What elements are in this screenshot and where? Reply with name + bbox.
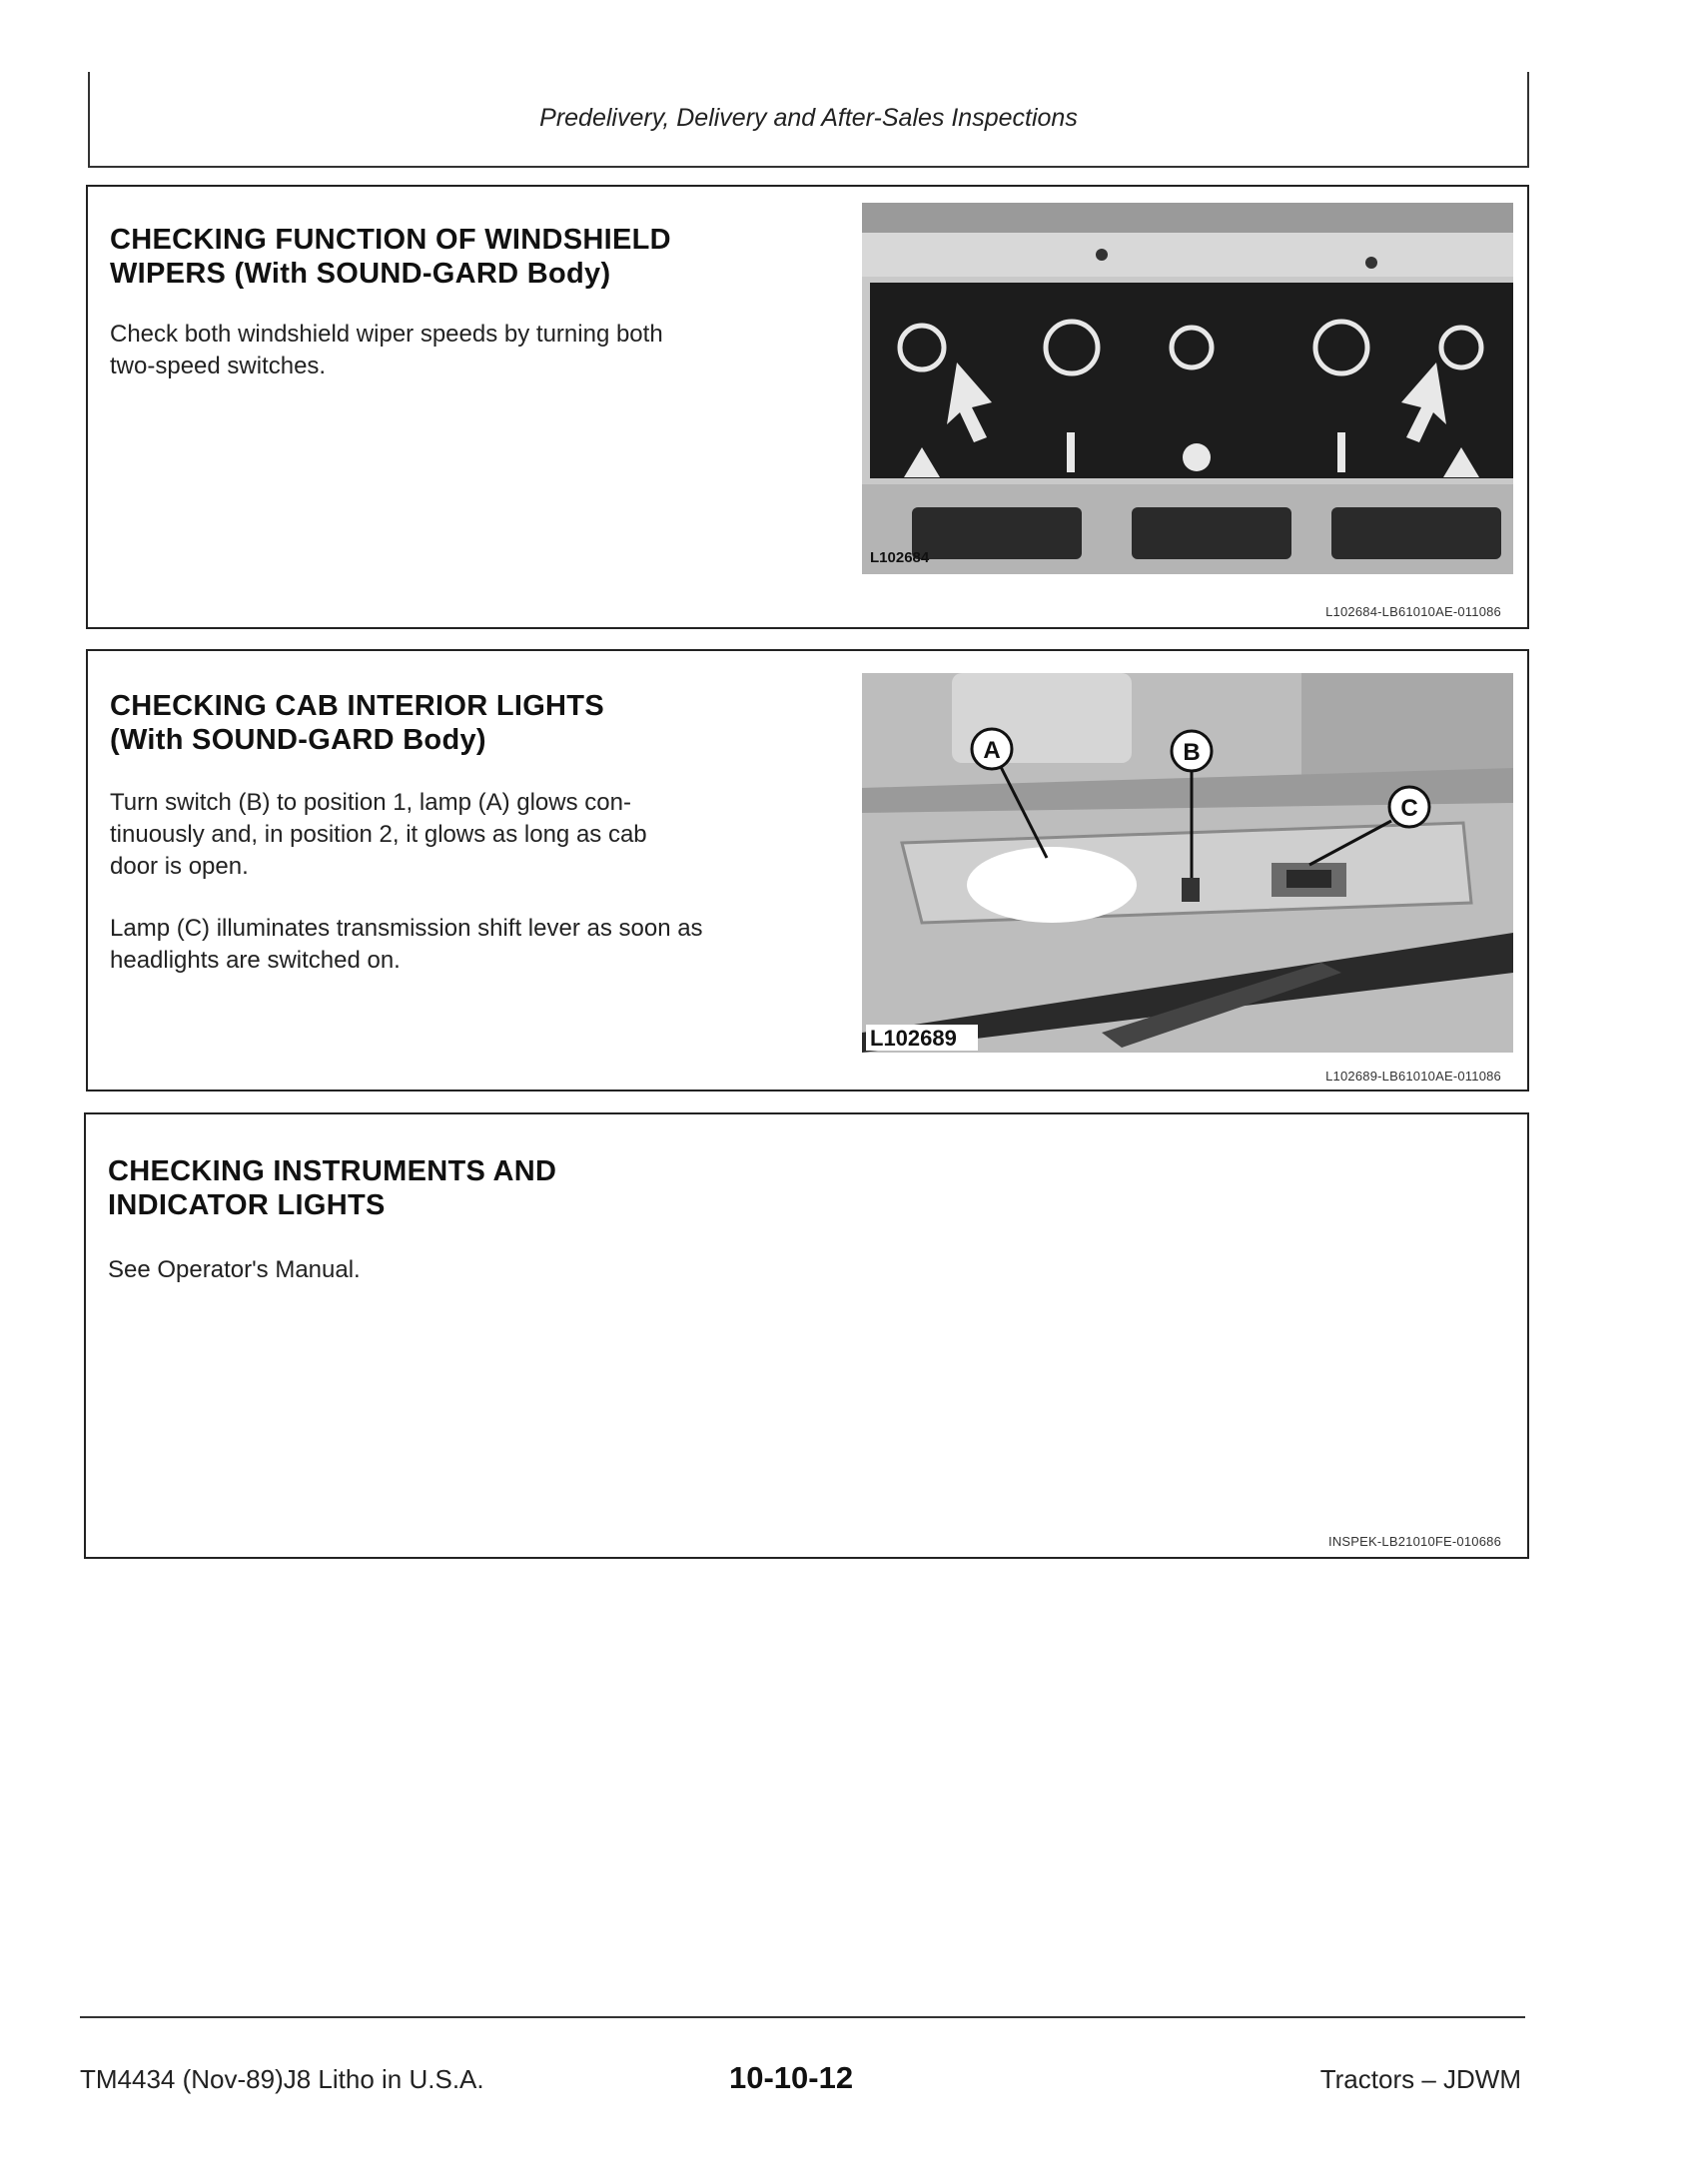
heading-line: WIPERS (With SOUND-GARD Body) [110, 258, 611, 290]
footer-publication: TM4434 (Nov-89)J8 Litho in U.S.A. [80, 2064, 484, 2094]
cab-light-photo [862, 673, 1513, 1053]
section-body [110, 787, 647, 883]
callout-a [972, 729, 1012, 769]
section-body [108, 1254, 361, 1286]
running-header-title: Predelivery, Delivery and After-Sales Inspections [539, 104, 1078, 132]
heading-line: CHECKING INSTRUMENTS AND [108, 1155, 557, 1187]
section-heading [108, 1154, 556, 1222]
header-rule-bottom [88, 166, 1529, 168]
heading-line: (With SOUND-GARD Body) [110, 724, 486, 756]
switch-panel-photo [862, 203, 1513, 574]
reference-code: INSPEK-LB21010FE-010686 [1328, 1534, 1501, 1549]
page-number: 10-10-12 [729, 2060, 854, 2095]
body-line: Turn switch (B) to position 1, lamp (A) glows con- [110, 789, 631, 816]
footer-product: Tractors – JDWM [1319, 2064, 1521, 2094]
body-line: tinuously and, in position 2, it glows as long as cab [110, 821, 647, 848]
section-windshield-wipers [86, 185, 1529, 629]
section-body [110, 319, 663, 382]
callout-b [1172, 731, 1212, 771]
footer-rule [80, 2016, 1525, 2018]
section-body [110, 913, 703, 977]
svg-text:A: A [983, 737, 1001, 764]
section-instruments [84, 1112, 1529, 1559]
callout-c [1389, 787, 1429, 827]
body-line: Check both windshield wiper speeds by turning both [110, 321, 663, 348]
body-line: door is open. [110, 853, 249, 880]
photo-code: L102684 [870, 549, 930, 566]
body-line: headlights are switched on. [110, 947, 401, 974]
reference-code: L102684-LB61010AE-011086 [1325, 604, 1501, 619]
heading-line: INDICATOR LIGHTS [108, 1189, 386, 1221]
section-cab-interior-lights [86, 649, 1529, 1092]
body-line: two-speed switches. [110, 353, 327, 379]
photo-code: L102689 [870, 1026, 957, 1051]
body-line: Lamp (C) illuminates transmission shift lever as soon as [110, 915, 703, 942]
body-line: See Operator's Manual. [108, 1256, 361, 1283]
reference-code: L102689-LB61010AE-011086 [1325, 1069, 1501, 1084]
heading-line: CHECKING FUNCTION OF WINDSHIELD [110, 224, 671, 256]
svg-text:B: B [1183, 739, 1201, 766]
heading-line: CHECKING CAB INTERIOR LIGHTS [110, 690, 604, 722]
section-heading [110, 223, 671, 291]
section-heading [110, 689, 604, 757]
svg-text:C: C [1400, 795, 1418, 822]
